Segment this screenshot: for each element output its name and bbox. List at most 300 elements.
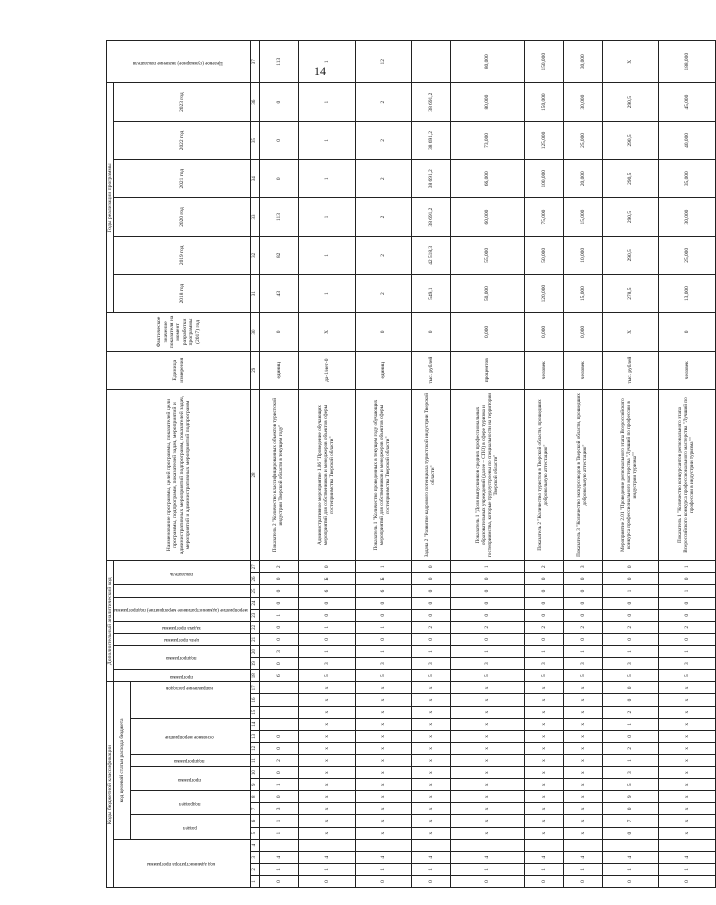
code-cell: x xyxy=(563,779,602,791)
column-number: 18 xyxy=(251,670,260,682)
code-cell: x xyxy=(450,706,524,718)
code-cell: 4 xyxy=(563,851,602,863)
code-cell: 3 xyxy=(525,658,564,670)
code-cell: 1 xyxy=(299,621,356,633)
code-cell: x xyxy=(563,718,602,730)
code-cell: 0 xyxy=(450,609,524,621)
code-cell: 1 xyxy=(450,561,524,573)
column-number: 26 xyxy=(251,573,260,585)
column-number: 33 xyxy=(251,198,260,236)
code-cell: x xyxy=(563,754,602,766)
code-cell: 1 xyxy=(260,779,299,791)
table-row xyxy=(260,41,299,888)
header-event: мероприятие (административное мероприятие) подпрограммы xyxy=(114,597,251,621)
column-numbers-row xyxy=(251,41,260,888)
year-value: 2 xyxy=(355,121,412,159)
code-cell: x xyxy=(525,815,564,827)
code-cell: 0 xyxy=(260,767,299,779)
code-cell: 4 xyxy=(412,851,451,863)
code-cell: 0 xyxy=(450,597,524,609)
column-number: 19 xyxy=(251,658,260,670)
row-actual: 0,000 xyxy=(450,313,524,351)
code-cell: x xyxy=(355,779,412,791)
code-cell: 0 xyxy=(260,621,299,633)
code-cell: 3 xyxy=(563,561,602,573)
code-cell: x xyxy=(355,730,412,742)
code-cell: 0 xyxy=(602,561,659,573)
code-cell: 0 xyxy=(525,573,564,585)
header-y2020: 2020 год xyxy=(114,198,251,236)
code-cell: 1 xyxy=(659,863,716,875)
code-cell: 4 xyxy=(602,851,659,863)
code-cell: 2 xyxy=(412,621,451,633)
code-cell: 0 xyxy=(355,609,412,621)
code-cell: x xyxy=(412,779,451,791)
code-cell: 0 xyxy=(659,609,716,621)
code-cell: x xyxy=(299,718,356,730)
code-cell: 1 xyxy=(355,621,412,633)
code-cell: x xyxy=(299,803,356,815)
year-value: 2 xyxy=(355,198,412,236)
year-value: 0 xyxy=(260,83,299,121)
code-cell: 1 xyxy=(260,827,299,839)
header-section: раздел xyxy=(131,815,251,839)
row-unit: единиц xyxy=(355,351,412,389)
code-cell: x xyxy=(525,706,564,718)
column-number: 31 xyxy=(251,274,260,312)
code-cell: 0 xyxy=(412,597,451,609)
header-y2022: 2022 год xyxy=(114,121,251,159)
code-cell: 0 xyxy=(602,633,659,645)
header-admin-code: код администратора программы xyxy=(114,839,251,887)
code-cell: x xyxy=(450,803,524,815)
code-cell: 5 xyxy=(412,670,451,682)
header-target: Целевое (суммарное) значение показателя xyxy=(107,41,251,83)
year-value: 290,5 xyxy=(602,83,659,121)
year-value: 15,000 xyxy=(563,274,602,312)
row-name: Задача 2 "Развитие кадрового потенциала туристской индустрии Тверской области" xyxy=(412,389,451,560)
code-cell: x xyxy=(412,791,451,803)
code-cell: 0 xyxy=(525,609,564,621)
row-actual: 0,000 xyxy=(563,313,602,351)
year-value: 30,000 xyxy=(563,83,602,121)
code-cell: 2 xyxy=(260,561,299,573)
year-value: 43 xyxy=(260,274,299,312)
column-number: 20 xyxy=(251,645,260,657)
code-cell: 3 xyxy=(355,658,412,670)
row-name: Показатель 1 "Количество конкурсантов регионального этапа Всероссийского конкурса профессионального мастерства "Лучший по профессии в индустрии туризма"" xyxy=(659,389,716,560)
code-cell: 0 xyxy=(563,597,602,609)
code-cell: 6 xyxy=(355,585,412,597)
code-cell: x xyxy=(659,682,716,694)
code-cell: 3 xyxy=(563,658,602,670)
header-y2018: 2018 год xyxy=(114,274,251,312)
header-program: программа xyxy=(131,767,251,791)
code-cell: 0 xyxy=(602,694,659,706)
code-cell: x xyxy=(525,791,564,803)
code-cell: x xyxy=(412,682,451,694)
year-value: 10,000 xyxy=(563,236,602,274)
code-cell: 1 xyxy=(659,645,716,657)
year-value: 125,000 xyxy=(525,121,564,159)
header-task: задача программы xyxy=(114,621,251,633)
code-cell: 0 xyxy=(260,585,299,597)
code-cell: 0 xyxy=(450,573,524,585)
code-cell: x xyxy=(450,754,524,766)
year-value: 25,000 xyxy=(659,236,716,274)
row-name: Показатель 1 "Доля выпускников средних профессиональных образовательных учреждений (далее – СПО) в сфере туризма и гостеприимства, которые трудоустроены по специальности на территории Тверской области" xyxy=(450,389,524,560)
code-cell: 5 xyxy=(602,670,659,682)
code-cell: 5 xyxy=(525,670,564,682)
year-value: 66,000 xyxy=(450,160,524,198)
row-actual: 0 xyxy=(260,313,299,351)
row-actual: 0 xyxy=(412,313,451,351)
year-value: 290,5 xyxy=(602,121,659,159)
row-target: 1 xyxy=(299,41,356,83)
year-value: 120,000 xyxy=(525,274,564,312)
header-y2023: 2023 год xyxy=(114,83,251,121)
code-cell: 0 xyxy=(659,597,716,609)
code-cell: x xyxy=(355,742,412,754)
code-cell: x xyxy=(563,767,602,779)
column-number: 10 xyxy=(251,767,260,779)
page-number: 14 xyxy=(314,64,326,78)
code-cell: x xyxy=(412,827,451,839)
year-value: 35,000 xyxy=(659,160,716,198)
code-cell: x xyxy=(525,754,564,766)
year-value: 2 xyxy=(355,274,412,312)
row-target: 150,000 xyxy=(525,41,564,83)
table-row xyxy=(412,41,451,888)
row-target: 80,000 xyxy=(450,41,524,83)
column-number: 32 xyxy=(251,236,260,274)
table-row xyxy=(602,41,659,888)
code-cell: 0 xyxy=(525,633,564,645)
column-number: 17 xyxy=(251,682,260,694)
header-subprog: подпрограмма xyxy=(114,645,251,669)
code-cell: x xyxy=(355,718,412,730)
column-number: 22 xyxy=(251,621,260,633)
code-cell: 5 xyxy=(563,670,602,682)
code-cell: 0 xyxy=(659,875,716,887)
code-cell: x xyxy=(525,803,564,815)
code-cell: 0 xyxy=(563,633,602,645)
row-name: Мероприятие 2.01 "Проведение регионального этапа Всероссийского конкурса профессионального мастерства "Лучший по профессии в индустрии туризма"" xyxy=(602,389,659,560)
header-name: Наименование программы, целей программы, показателей цели программы, подпрограмм, показателей задач, мероприятий и административных мероприятий подпрограмм, показателей задач, мероприятий и административных мероприятий подпрограмм xyxy=(107,389,251,560)
code-cell: 0 xyxy=(450,585,524,597)
code-cell: 5 xyxy=(602,779,659,791)
column-number: 2 xyxy=(251,863,260,875)
code-cell xyxy=(563,839,602,851)
code-cell: 0 xyxy=(525,597,564,609)
code-cell: 1 xyxy=(602,585,659,597)
code-cell: x xyxy=(659,718,716,730)
code-cell: x xyxy=(659,815,716,827)
code-cell: x xyxy=(659,694,716,706)
code-cell: x xyxy=(525,742,564,754)
column-number: 29 xyxy=(251,351,260,389)
code-cell xyxy=(412,839,451,851)
code-cell: 3 xyxy=(260,645,299,657)
code-cell: 0 xyxy=(355,597,412,609)
code-cell: 2 xyxy=(260,754,299,766)
code-cell: 1 xyxy=(659,561,716,573)
code-cell: 6 xyxy=(260,670,299,682)
year-value: 60,000 xyxy=(450,198,524,236)
code-cell: x xyxy=(299,767,356,779)
column-number: 1 xyxy=(251,875,260,887)
code-cell: 2 xyxy=(450,621,524,633)
code-cell: x xyxy=(659,767,716,779)
code-cell: Б xyxy=(355,573,412,585)
header-goal: цель программы xyxy=(114,633,251,645)
column-number: 28 xyxy=(251,389,260,560)
header-extra-code: Дополнительный аналитический код xyxy=(107,561,114,682)
code-cell: x xyxy=(299,791,356,803)
code-cell: x xyxy=(299,754,356,766)
code-cell: x xyxy=(659,803,716,815)
code-cell: 0 xyxy=(260,658,299,670)
row-unit: человек xyxy=(525,351,564,389)
row-actual: 0,000 xyxy=(525,313,564,351)
code-cell xyxy=(450,839,524,851)
header-prog: программа xyxy=(114,670,251,682)
code-cell: 3 xyxy=(659,658,716,670)
code-cell: 0 xyxy=(602,730,659,742)
code-cell: x xyxy=(299,827,356,839)
code-cell: 3 xyxy=(260,803,299,815)
column-number: 15 xyxy=(251,706,260,718)
row-unit: единиц xyxy=(260,351,299,389)
code-cell: 5 xyxy=(299,670,356,682)
code-cell: x xyxy=(525,694,564,706)
code-cell xyxy=(260,718,299,730)
code-cell: x xyxy=(563,827,602,839)
code-cell xyxy=(260,839,299,851)
column-number: 14 xyxy=(251,718,260,730)
code-cell: 5 xyxy=(659,670,716,682)
header-target-code: код целевой статьи расхода бюджета xyxy=(114,682,131,839)
column-number: 7 xyxy=(251,803,260,815)
year-value: 100,000 xyxy=(525,160,564,198)
column-number: 37 xyxy=(251,41,260,83)
code-cell: x xyxy=(299,779,356,791)
code-cell: 1 xyxy=(355,645,412,657)
header-direction: направление расходов xyxy=(131,658,251,719)
code-cell: x xyxy=(355,682,412,694)
code-cell: 0 xyxy=(355,875,412,887)
code-cell: 0 xyxy=(299,561,356,573)
row-target xyxy=(412,41,451,83)
header-indicator: показатель xyxy=(114,561,251,585)
code-cell: 0 xyxy=(412,633,451,645)
code-cell: 4 xyxy=(299,851,356,863)
code-cell: 2 xyxy=(659,621,716,633)
code-cell: x xyxy=(412,718,451,730)
code-cell: 3 xyxy=(450,658,524,670)
code-cell: 1 xyxy=(355,863,412,875)
column-number: 6 xyxy=(251,815,260,827)
year-value: 50,000 xyxy=(525,236,564,274)
code-cell: x xyxy=(563,730,602,742)
code-cell: x xyxy=(355,791,412,803)
year-value: 73,000 xyxy=(450,121,524,159)
code-cell: 0 xyxy=(355,633,412,645)
year-value: 290,5 xyxy=(602,236,659,274)
code-cell: 0 xyxy=(602,682,659,694)
code-cell: 0 xyxy=(602,609,659,621)
code-cell: 0 xyxy=(602,573,659,585)
code-cell: 0 xyxy=(299,633,356,645)
column-number: 21 xyxy=(251,633,260,645)
code-cell: x xyxy=(450,827,524,839)
code-cell: x xyxy=(412,754,451,766)
code-cell: x xyxy=(355,754,412,766)
year-value: 40,000 xyxy=(659,121,716,159)
year-value: 42 518,3 xyxy=(412,236,451,274)
code-cell: 4 xyxy=(450,851,524,863)
year-value: 38 691,2 xyxy=(412,160,451,198)
code-cell: 4 xyxy=(355,851,412,863)
code-cell: x xyxy=(659,742,716,754)
column-number: 8 xyxy=(251,791,260,803)
header-years: Годы реализации программы xyxy=(107,83,114,313)
code-cell: 1 xyxy=(659,585,716,597)
row-name: Показатель 1 "Количество проведенных в текущем году обучающих мероприятий для собственников и менеджеров объектов сферы гостеприимства Тверской области" xyxy=(355,389,412,560)
year-value: 15,000 xyxy=(563,198,602,236)
code-cell xyxy=(525,839,564,851)
code-cell: 1 xyxy=(412,645,451,657)
code-cell: x xyxy=(563,791,602,803)
code-cell: x xyxy=(450,718,524,730)
header-y2021: 2021 год xyxy=(114,160,251,198)
code-cell: 1 xyxy=(412,863,451,875)
header-event-type xyxy=(114,585,251,597)
year-value: 113 xyxy=(260,198,299,236)
row-unit: процентов xyxy=(450,351,524,389)
code-cell: 0 xyxy=(412,585,451,597)
code-cell: 0 xyxy=(412,561,451,573)
table-row xyxy=(299,41,356,888)
code-cell: 0 xyxy=(602,803,659,815)
code-cell: 1 xyxy=(299,645,356,657)
column-number: 34 xyxy=(251,160,260,198)
code-cell: x xyxy=(563,682,602,694)
code-cell: x xyxy=(450,742,524,754)
column-number: 9 xyxy=(251,779,260,791)
year-value: 82 xyxy=(260,236,299,274)
code-cell: x xyxy=(525,682,564,694)
code-cell: 4 xyxy=(260,851,299,863)
code-cell: x xyxy=(355,827,412,839)
row-name: Административное мероприятие 1.06 "Проведение обучающих мероприятий для собственников и менеджеров объектов сферы гостеприимства Тверской области" xyxy=(299,389,356,560)
column-number: 25 xyxy=(251,585,260,597)
header-budget-codes: Коды бюджетной классификации xyxy=(107,682,114,888)
code-cell: 0 xyxy=(525,875,564,887)
row-actual: 0 xyxy=(355,313,412,351)
code-cell: x xyxy=(659,791,716,803)
row-target: X xyxy=(602,41,659,83)
code-cell: x xyxy=(412,767,451,779)
column-number: 30 xyxy=(251,313,260,351)
code-cell xyxy=(260,682,299,694)
code-cell: 0 xyxy=(260,730,299,742)
column-number: 27 xyxy=(251,561,260,573)
row-unit: человек xyxy=(563,351,602,389)
code-cell: 5 xyxy=(450,670,524,682)
code-cell: 1 xyxy=(450,863,524,875)
year-value: 1 xyxy=(299,236,356,274)
code-cell: 0 xyxy=(412,875,451,887)
code-cell: 3 xyxy=(602,658,659,670)
column-number: 5 xyxy=(251,827,260,839)
header-y2019: 2019 год xyxy=(114,236,251,274)
code-cell: 0 xyxy=(563,875,602,887)
code-cell: 7 xyxy=(602,815,659,827)
column-number: 4 xyxy=(251,839,260,851)
code-cell: 2 xyxy=(602,742,659,754)
column-number: 13 xyxy=(251,730,260,742)
code-cell: 0 xyxy=(260,742,299,754)
code-cell: 0 xyxy=(563,573,602,585)
header-actual: Фактическое значение показателя на момент разработки программы (2017) год xyxy=(107,313,251,351)
code-cell xyxy=(659,839,716,851)
code-cell: 0 xyxy=(260,875,299,887)
column-number: 12 xyxy=(251,742,260,754)
code-cell: 9 xyxy=(602,791,659,803)
year-value: 1 xyxy=(299,83,356,121)
budget-table-area xyxy=(106,40,695,888)
code-cell xyxy=(355,839,412,851)
code-cell: x xyxy=(412,815,451,827)
code-cell: x xyxy=(355,706,412,718)
code-cell: x xyxy=(450,767,524,779)
row-actual: X xyxy=(299,313,356,351)
code-cell xyxy=(299,839,356,851)
code-cell: x xyxy=(659,779,716,791)
code-cell: x xyxy=(450,791,524,803)
code-cell: 0 xyxy=(299,609,356,621)
code-cell: 1 xyxy=(260,609,299,621)
header-unit: Единица измерения xyxy=(107,351,251,389)
code-cell: 1 xyxy=(525,645,564,657)
year-value: 25,000 xyxy=(563,121,602,159)
code-cell: 4 xyxy=(659,851,716,863)
code-cell: 0 xyxy=(450,875,524,887)
code-cell: x xyxy=(450,815,524,827)
year-value: 0 xyxy=(260,160,299,198)
row-target: 30,000 xyxy=(563,41,602,83)
code-cell: 2 xyxy=(525,621,564,633)
code-cell: 1 xyxy=(299,863,356,875)
code-cell: x xyxy=(299,815,356,827)
code-cell: x xyxy=(659,730,716,742)
code-cell: 4 xyxy=(525,851,564,863)
year-value: 45,000 xyxy=(659,83,716,121)
code-cell xyxy=(260,706,299,718)
column-number: 24 xyxy=(251,597,260,609)
code-cell: x xyxy=(563,742,602,754)
code-cell: 0 xyxy=(260,597,299,609)
year-value: 1 xyxy=(299,160,356,198)
code-cell: 1 xyxy=(563,645,602,657)
table-row xyxy=(525,41,564,888)
code-cell: 1 xyxy=(260,863,299,875)
year-value: 50,000 xyxy=(450,274,524,312)
year-value: 75,000 xyxy=(525,198,564,236)
code-cell: x xyxy=(563,803,602,815)
code-cell: 2 xyxy=(525,561,564,573)
